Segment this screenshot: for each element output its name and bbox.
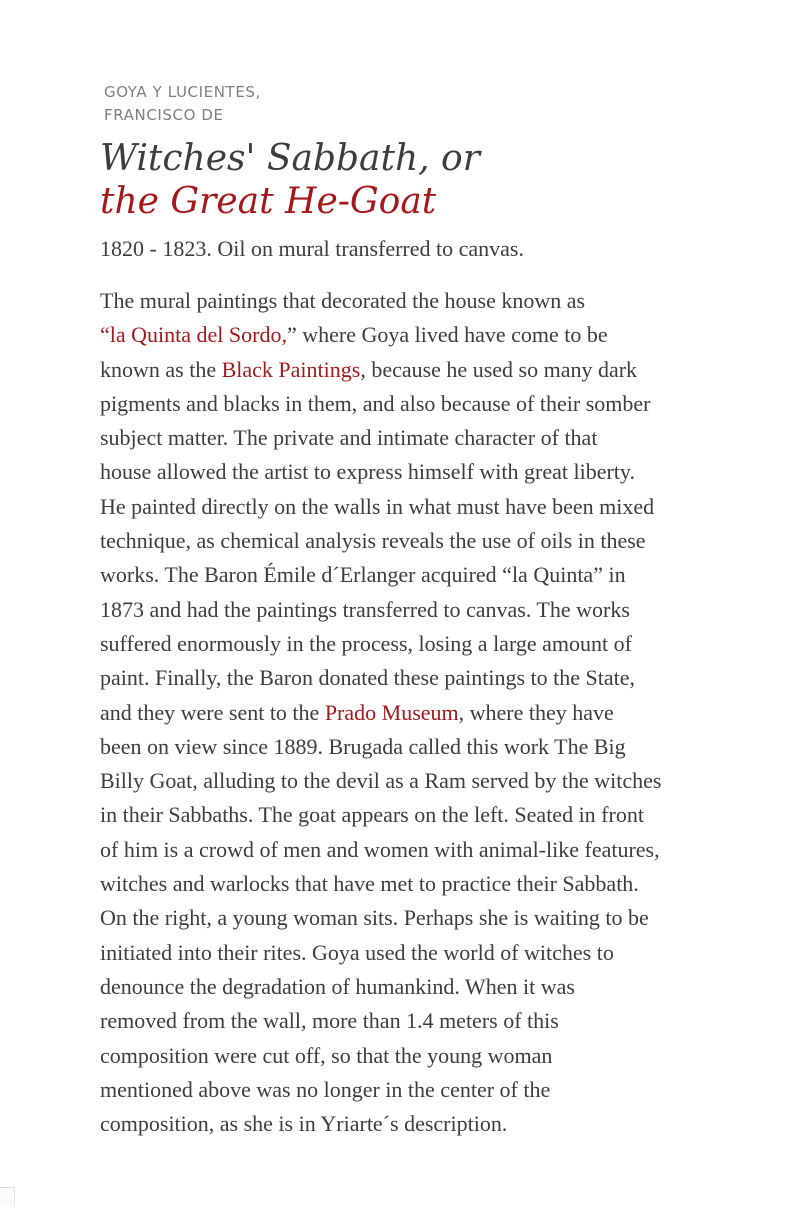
description-line: works. The Baron Émile d´Erlanger acquired “la Quinta” in [100,562,626,588]
description-line: of him is a crowd of men and women with animal-like features, [100,836,660,862]
description-line: The mural paintings that decorated the house known as [100,288,586,313]
artist-name [104,81,261,127]
description-line: house allowed the artist to express himself with great liberty. [100,459,635,485]
description-line: 1873 and had the paintings transferred to canvas. The works [100,596,630,622]
description-text: and they were sent to the [100,699,325,725]
description-line: Billy Goat, alluding to the devil as a Ram served by the witches [100,768,662,794]
artwork-description [100,284,720,1141]
artwork-title-line-2: the Great He-Goat [100,181,437,222]
description-line: witches and warlocks that have met to practice their Sabbath. [100,871,639,897]
page-corner-divider [0,1187,15,1206]
description-line [100,318,720,352]
description-line [100,696,720,730]
description-text: , because he used so many dark [360,356,638,382]
description-line: composition were cut off, so that the young woman [100,1042,553,1068]
description-line: composition, as she is in Yriarte´s description. [100,1111,508,1137]
description-line: subject matter. The private and intimate character of that [100,425,598,451]
description-line: suffered enormously in the process, losing a large amount of [100,630,632,656]
description-line: in their Sabbaths. The goat appears on the left. Seated in front [100,802,644,828]
description-line: He painted directly on the walls in what must have been mixed [100,493,655,519]
description-line: On the right, a young woman sits. Perhaps she is waiting to be [100,905,649,931]
description-line [100,353,720,387]
description-line: pigments and blacks in them, and also because of their somber [100,390,651,416]
description-text: known as the [100,356,222,382]
description-text: , where they have [458,699,614,725]
artwork-meta: 1820 - 1823. Oil on mural transferred to canvas. [100,236,524,261]
quinta-del-sordo-link[interactable]: “la Quinta del Sordo, [100,322,287,348]
description-line: mentioned above was no longer in the center of the [100,1076,551,1102]
description-line: paint. Finally, the Baron donated these paintings to the State, [100,665,636,691]
description-line: removed from the wall, more than 1.4 meters of this [100,1008,559,1034]
description-line: initiated into their rites. Goya used the world of witches to [100,939,614,965]
artwork-title-line-1: Witches' Sabbath, or [100,138,480,179]
description-line: been on view since 1889. Brugada called this work The Big [100,733,626,759]
description-line: denounce the degradation of humankind. When it was [100,973,575,999]
artwork-title [100,137,480,223]
artist-name-line-1: GOYA Y LUCIENTES, [104,83,261,101]
artist-name-line-2: FRANCISCO DE [104,106,224,124]
description-line: technique, as chemical analysis reveals the use of oils in these [100,528,646,554]
black-paintings-link[interactable]: Black Paintings [221,356,361,382]
prado-museum-link[interactable]: Prado Museum [324,699,459,725]
description-text: ” where Goya lived have come to be [286,322,608,348]
